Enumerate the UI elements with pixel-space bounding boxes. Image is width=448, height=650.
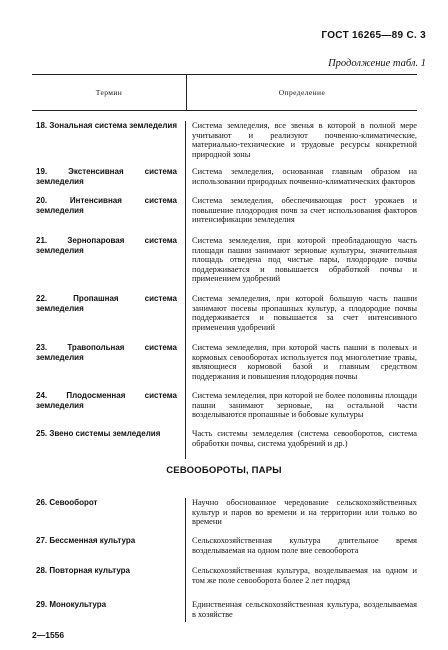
table-row [32, 196, 417, 236]
table-row [32, 111, 417, 167]
term-cell: 23. Травопольная система земледелия [32, 343, 186, 391]
table-row [32, 536, 417, 566]
table-continuation-label: Продолжение табл. 1 [328, 58, 426, 69]
definition-cell: Система земледелия, все звенья в которой в полной мере учитывают и реализуют почвенно-климатические, материально-технические и трудовые ресурсы конкретной природной зоны [192, 121, 417, 159]
table-row [32, 391, 417, 429]
table-row [32, 294, 417, 343]
table-body [32, 111, 417, 459]
definition-cell: Система земледелия, при которой преобладающую часть площади пашни занимают зерновые культуры, значительная площадь отведена под чистые пары, плодородие почвы поддерживается и повышается обработкой почвы и применением удобрений [192, 236, 417, 284]
term-cell: 20. Интенсивная система земледелия [32, 196, 186, 236]
definition-cell: Научно обоснованное чередование сельскохозяйственных культур и паров во времени и на территории или только во времени [192, 498, 417, 527]
page-signature: 2—1556 [32, 630, 65, 640]
term-cell: 19. Экстенсивная система земледелия [32, 167, 186, 196]
term-cell: 24. Плодосменная система земледелия [32, 391, 186, 429]
definition-cell: Часть системы земледелия (система севооборотов, система обработки почвы, система удобрений и др.) [192, 429, 417, 448]
table-header [32, 75, 417, 111]
table-row [32, 236, 417, 294]
definition-cell: Система земледелия, обеспечивающая рост урожаев и повышение плодородия почв за счет использования факторов интенсификации земледелия [192, 196, 417, 225]
terms-table [32, 74, 417, 459]
table-row [32, 167, 417, 196]
term-cell: 28. Повторная культура [32, 566, 186, 600]
column-header-term: Термин [32, 75, 187, 110]
section-title: СЕВООБОРОТЫ, ПАРЫ [166, 465, 282, 476]
term-cell: 29. Монокультура [32, 600, 186, 622]
terms-table-2 [32, 498, 417, 622]
definition-cell: Сельскохозяйственная культура длительное время возделываемая на одном поле вне севооборота [192, 536, 417, 555]
table-row [32, 498, 417, 536]
term-cell: 22. Пропашная система земледелия [32, 294, 186, 343]
definition-cell: Система земледелия, основанная главным образом на использовании природных почвенно-климатических факторов [192, 167, 417, 186]
definition-cell: Единственная сельскохозяйственная культура, возделываемая в хозяйстве [192, 600, 417, 619]
document-header: ГОСТ 16265—89 С. 3 [321, 30, 426, 41]
table-row [32, 566, 417, 600]
definition-cell: Система земледелия, при которой большую часть пашни занимают посевы пропашных культур, а плодородие почвы поддерживается и повышается за счет интенсивного применения удобрений [192, 294, 417, 332]
definition-cell: Сельскохозяйственная культура, возделываемая на одном и том же поле севооборота более 2 лет подряд [192, 566, 417, 585]
table-row [32, 600, 417, 622]
term-cell: 26. Севооборот [32, 498, 186, 536]
term-cell: 27. Бессменная культура [32, 536, 186, 566]
term-cell: 21. Зернопаровая система земледелия [32, 236, 186, 294]
term-cell: 25. Звено системы земледелия [32, 429, 186, 459]
definition-cell: Система земледелия, при которой не более половины площади пашни занимают зерновые, на остальной части возделываются пропашные и бобовые культуры [192, 391, 417, 420]
definition-cell: Система земледелия, при которой часть пашни в полевых и кормовых севооборотах используется под многолетние травы, являющиеся кормовой базой и главным средством поддержания и повышения плодородия почвы [192, 343, 417, 381]
table-row [32, 429, 417, 459]
column-header-definition: Определение [278, 88, 326, 97]
term-cell: 18. Зональная система земледелия [32, 121, 186, 167]
table-row [32, 343, 417, 391]
